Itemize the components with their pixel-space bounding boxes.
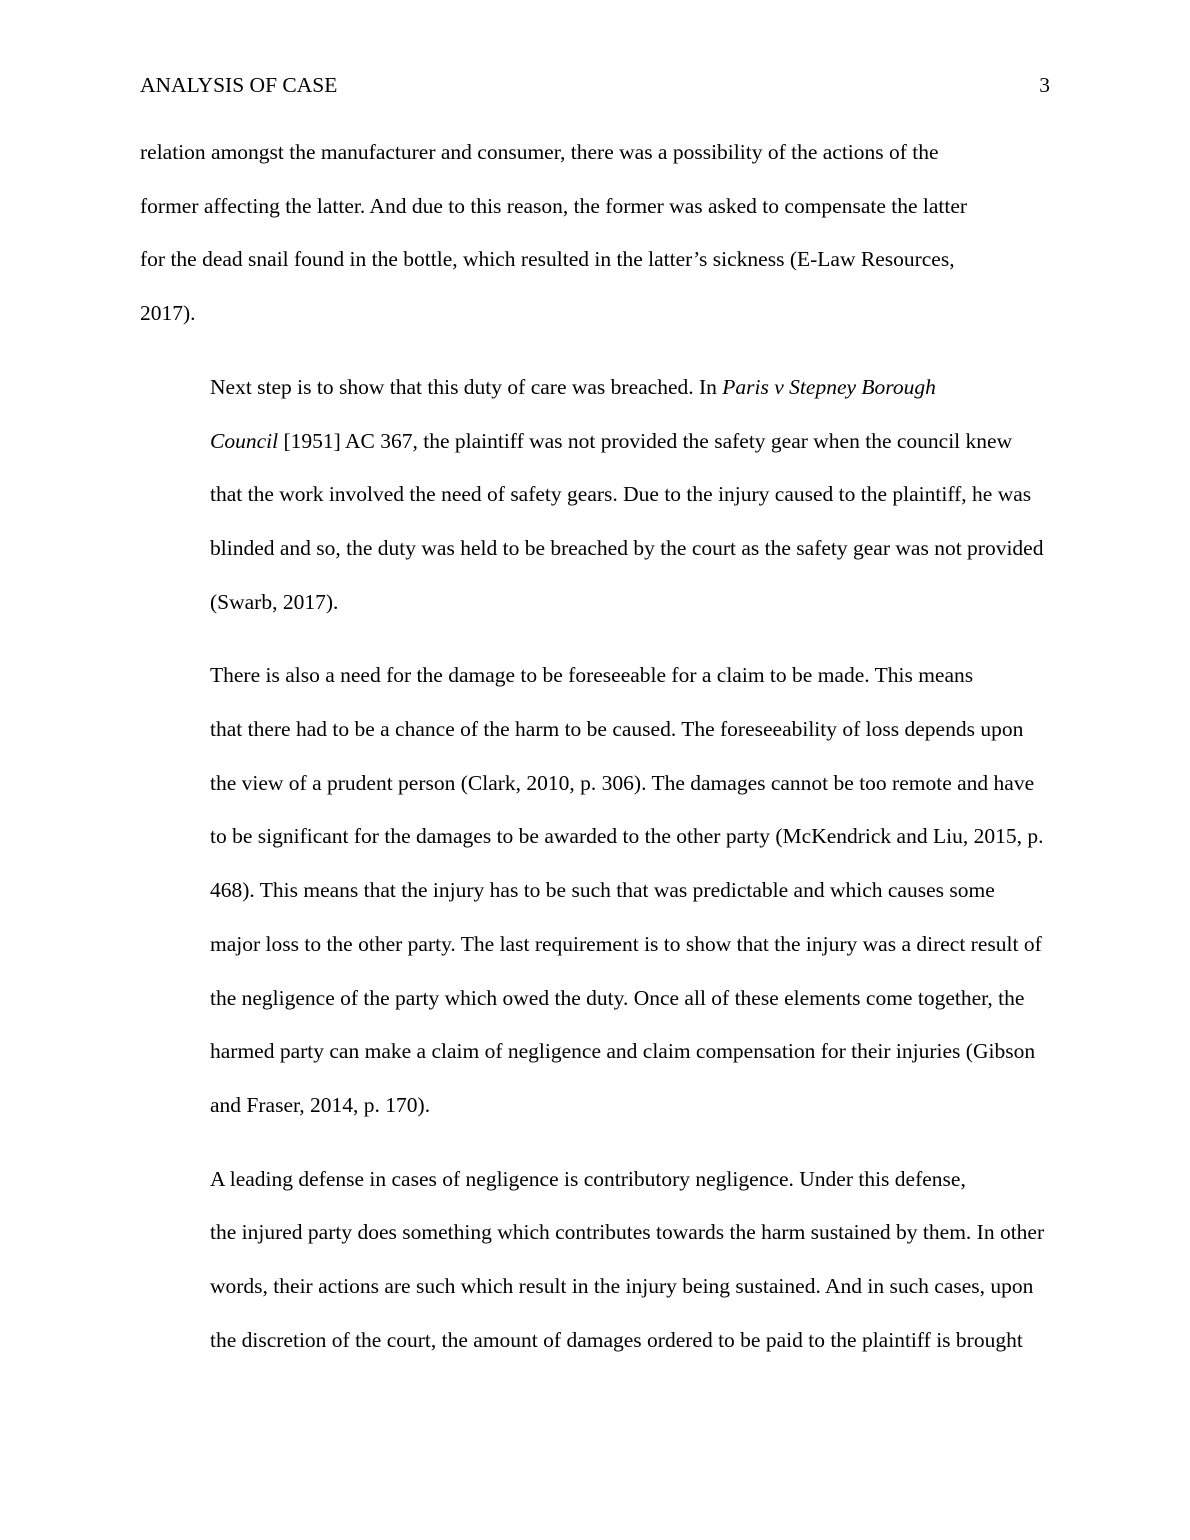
text-line: and Fraser, 2014, p. 170). [210,1092,431,1117]
text-line: that there had to be a chance of the harm to be caused. The foreseeability of loss depends upon [210,717,1024,742]
paragraph-4 [140,1153,1050,1368]
running-head [140,70,1050,100]
text-line: the injured party does something which contributes towards the harm sustained by them. In other [210,1220,1045,1245]
text-line: the view of a prudent person (Clark, 2010, p. 306). The damages cannot be too remote and have [210,770,1035,795]
text-line: relation amongst the manufacturer and consumer, there was a possibility of the actions of the [140,140,939,164]
case-name-italic: Council [210,428,279,453]
text-line [140,361,1050,415]
text-line: There is also a need for the damage to be foreseeable for a claim to be made. This means [210,663,974,688]
paragraph-2 [140,361,1050,630]
text-line: the negligence of the party which owed the duty. Once all of these elements come together, the [210,985,1025,1010]
text-line: to be significant for the damages to be awarded to the other party (McKendrick and Liu, 2015, p. [210,824,1044,849]
text-run: Next step is to show that this duty of care was breached. In [210,374,723,399]
text-line: that the work involved the need of safety gears. Due to the injury caused to the plaintiff, he was [210,482,1032,507]
text-line: A leading defense in cases of negligence is contributory negligence. Under this defense, [210,1166,966,1191]
text-line: (Swarb, 2017). [210,589,339,614]
text-line: for the dead snail found in the bottle, which resulted in the latter’s sickness (E-Law Resources, [140,247,955,272]
text-line: 2017). [140,301,196,326]
case-name-italic: Paris v Stepney Borough [722,374,936,399]
text-line: harmed party can make a claim of negligence and claim compensation for their injuries (Gibson [210,1039,1036,1064]
text-line: the discretion of the court, the amount of damages ordered to be paid to the plaintiff is brought [210,1327,1023,1352]
text-line: 468). This means that the injury has to be such that was predictable and which causes some [210,878,995,903]
page-number: 3 [1039,73,1050,97]
text-line: former affecting the latter. And due to this reason, the former was asked to compensate the latter [140,193,968,218]
body-text [140,126,1050,1387]
text-line: blinded and so, the duty was held to be breached by the court as the safety gear was not provided [210,535,1044,560]
running-head-title: ANALYSIS OF CASE [140,73,338,97]
paragraph-1 [140,126,1050,341]
text-line [140,415,1050,469]
text-run: [1951] AC 367, the plaintiff was not provided the safety gear when the council knew [278,428,1013,453]
text-line: words, their actions are such which result in the injury being sustained. And in such cases, upon [210,1274,1034,1299]
text-line: major loss to the other party. The last requirement is to show that the injury was a direct result of [210,931,1042,956]
paragraph-3 [140,649,1050,1132]
